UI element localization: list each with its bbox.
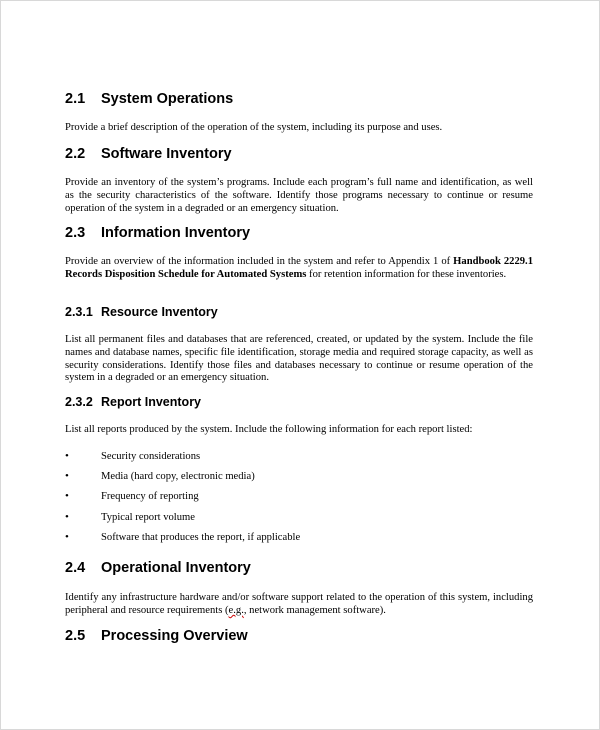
section-2-3 bbox=[65, 224, 533, 282]
section-2-2 bbox=[65, 145, 533, 215]
heading-system-operations: 2.1 System Operations bbox=[65, 91, 234, 107]
section-2-4 bbox=[65, 559, 533, 618]
paragraph: Provide an overview of the information included in the system and refer to Appendix 1 of Handbook 2229.1 Records Disposition Schedule for Automated Systems for retention information for these inventories. bbox=[65, 256, 533, 280]
bullet-icon: • bbox=[65, 490, 69, 503]
report-info-list bbox=[65, 451, 533, 552]
bullet-icon: • bbox=[65, 470, 69, 483]
heading-report-inventory: 2.3.2 Report Inventory bbox=[65, 395, 202, 409]
paragraph: Identify any infrastructure hardware and/or software support related to the operation of this system, including peripheral and resource requirements (e.g., network management software). bbox=[65, 592, 533, 616]
list-item: • Media (hard copy, electronic media) bbox=[65, 470, 255, 483]
section-2-1 bbox=[65, 90, 533, 135]
heading-resource-inventory: 2.3.1 Resource Inventory bbox=[65, 305, 218, 319]
handbook-reference: Handbook 2229.1 Records Disposition Schedule for Automated Systems bbox=[65, 256, 533, 280]
bullet-icon: • bbox=[65, 449, 69, 462]
bullet-icon: • bbox=[65, 530, 69, 543]
paragraph: Provide a brief description of the operation of the system, including its purpose and uses. bbox=[65, 122, 443, 133]
list-item: • Security considerations bbox=[65, 449, 201, 462]
section-2-5 bbox=[65, 627, 533, 645]
heading-operational-inventory: 2.4 Operational Inventory bbox=[65, 560, 251, 576]
paragraph: List all reports produced by the system. Include the following information for each report listed: bbox=[65, 424, 473, 435]
paragraph: Provide an inventory of the system’s programs. Include each program’s full name and identification, as well as the security characteristics of the software. Identify those programs necessary to continue or resume operation of the system in a degraded or an emergency situation. bbox=[65, 177, 533, 214]
spellcheck-underline: e.g. bbox=[228, 604, 244, 616]
section-2-3-1 bbox=[65, 304, 533, 385]
paragraph: List all permanent files and databases that are referenced, created, or updated by the system. Include the file names and database names, specific file identification, storage media and required storage capacity, as well as security considerations. Identify those files and databases necessary to continue or resume operation of the system in a degraded or an emergency situation. bbox=[65, 334, 533, 384]
heading-software-inventory: 2.2 Software Inventory bbox=[65, 146, 232, 162]
heading-information-inventory: 2.3 Information Inventory bbox=[65, 225, 251, 241]
bullet-icon: • bbox=[65, 510, 69, 523]
heading-processing-overview: 2.5 Processing Overview bbox=[65, 628, 248, 644]
section-2-3-2 bbox=[65, 394, 533, 552]
list-item: • Software that produces the report, if applicable bbox=[65, 530, 301, 543]
list-item: • Frequency of reporting bbox=[65, 490, 199, 503]
list-item: • Typical report volume bbox=[65, 510, 195, 523]
